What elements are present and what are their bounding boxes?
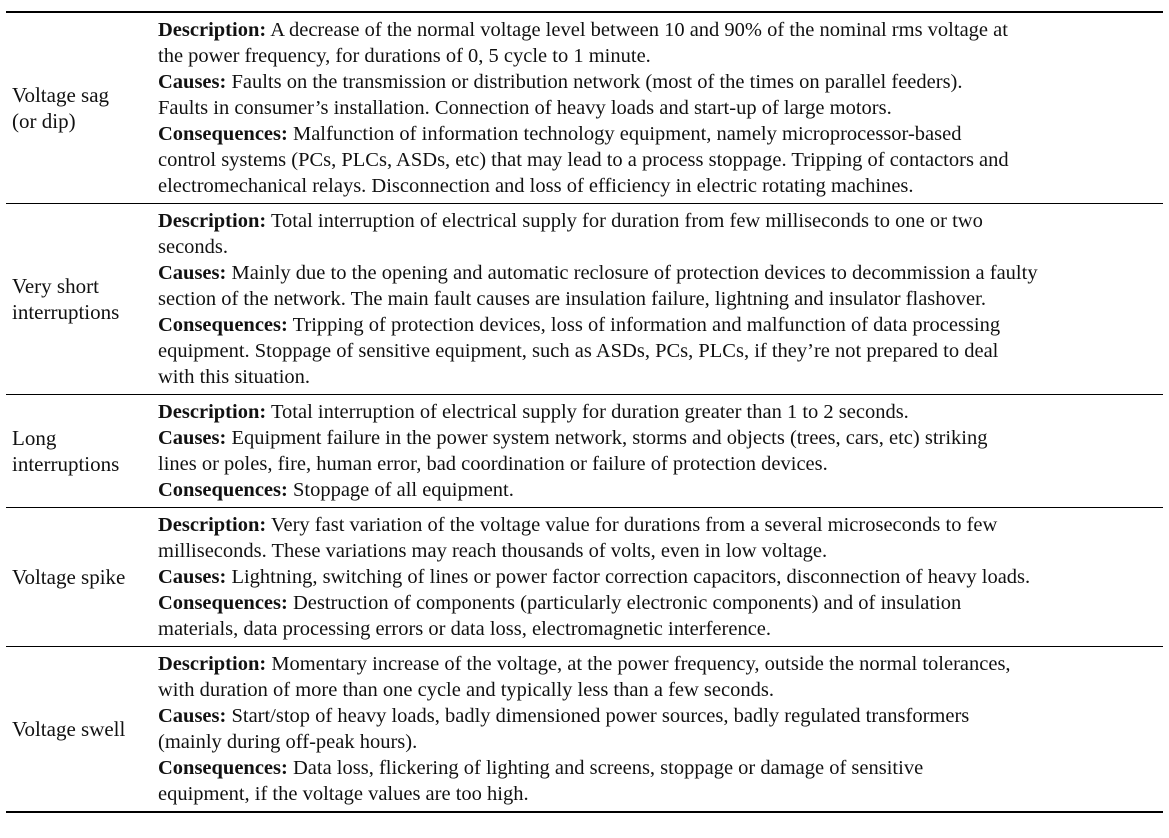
description-line	[158, 512, 1163, 538]
consequences-line: materials, data processing errors or data loss, electromagnetic interference.	[158, 618, 772, 640]
row-label-line: Long	[12, 426, 57, 450]
consequences-line: control systems (PCs, PLCs, ASDs, etc) that may lead to a process stoppage. Tripping of contactors and	[158, 149, 1009, 171]
consequences-line	[158, 477, 1163, 503]
description-line	[158, 17, 1163, 43]
row-content	[158, 13, 1163, 204]
consequences-heading: Consequences:	[158, 123, 288, 145]
description-line: with duration of more than one cycle and typically less than a few seconds.	[158, 679, 774, 701]
description-line: the power frequency, for durations of 0, 5 cycle to 1 minute.	[158, 45, 651, 67]
description-line	[158, 651, 1163, 677]
causes-heading: Causes:	[158, 427, 227, 449]
causes-line: lines or poles, fire, human error, bad coordination or failure of protection devices.	[158, 453, 828, 475]
row-content	[158, 647, 1163, 812]
description-heading: Description:	[158, 210, 267, 232]
consequences-line: equipment. Stoppage of sensitive equipment, such as ASDs, PCs, PLCs, if they’re not prepared to deal	[158, 340, 999, 362]
description-text: Total interruption of electrical supply for duration greater than 1 to 2 seconds.	[270, 401, 909, 423]
causes-line	[158, 260, 1163, 286]
consequences-text: Tripping of protection devices, loss of information and malfunction of data processing	[292, 314, 1001, 336]
description-heading: Description:	[158, 401, 267, 423]
table-bottom-rule	[6, 811, 1163, 813]
table-row-long-interruptions	[6, 395, 1163, 508]
row-label-line: interruptions	[12, 300, 120, 324]
causes-text: Mainly due to the opening and automatic reclosure of protection devices to decommission a faulty	[231, 262, 1038, 284]
causes-heading: Causes:	[158, 262, 227, 284]
description-text: A decrease of the normal voltage level between 10 and 90% of the nominal rms voltage at	[270, 19, 1008, 41]
row-label	[6, 508, 158, 647]
causes-heading: Causes:	[158, 705, 227, 727]
table-row-voltage-swell	[6, 647, 1163, 812]
row-label	[6, 647, 158, 812]
row-label	[6, 204, 158, 395]
consequences-heading: Consequences:	[158, 592, 288, 614]
causes-text: Lightning, switching of lines or power factor correction capacitors, disconnection of heavy loads.	[231, 566, 1031, 588]
consequences-heading: Consequences:	[158, 757, 288, 779]
row-label	[6, 13, 158, 204]
row-label-line: Voltage swell	[12, 717, 126, 741]
consequences-text: Stoppage of all equipment.	[292, 479, 514, 501]
consequences-text: Malfunction of information technology equipment, namely microprocessor-based	[292, 123, 962, 145]
consequences-heading: Consequences:	[158, 479, 288, 501]
description-line	[158, 399, 1163, 425]
consequences-line: with this situation.	[158, 366, 311, 388]
consequences-text: Data loss, flickering of lighting and screens, stoppage or damage of sensitive	[292, 757, 924, 779]
power-quality-table	[6, 11, 1163, 813]
causes-line: Faults in consumer’s installation. Connection of heavy loads and start-up of large motors.	[158, 97, 892, 119]
causes-line	[158, 703, 1163, 729]
consequences-line: electromechanical relays. Disconnection and loss of efficiency in electric rotating machines.	[158, 175, 914, 197]
causes-heading: Causes:	[158, 566, 227, 588]
table-row-voltage-spike	[6, 508, 1163, 647]
description-text: Total interruption of electrical supply for duration from few milliseconds to one or two	[270, 210, 983, 232]
causes-line: section of the network. The main fault causes are insulation failure, lightning and insulator flashover.	[158, 288, 986, 310]
causes-line	[158, 69, 1163, 95]
row-content	[158, 395, 1163, 508]
consequences-text: Destruction of components (particularly electronic components) and of insulation	[292, 592, 962, 614]
consequences-line: equipment, if the voltage values are too high.	[158, 783, 529, 805]
consequences-line	[158, 121, 1163, 147]
description-heading: Description:	[158, 19, 267, 41]
description-line: seconds.	[158, 236, 229, 258]
row-label-line: Voltage sag	[12, 83, 110, 107]
row-label-line: Very short	[12, 274, 99, 298]
causes-line	[158, 425, 1163, 451]
row-content	[158, 204, 1163, 395]
causes-text: Equipment failure in the power system network, storms and objects (trees, cars, etc) striking	[231, 427, 988, 449]
description-heading: Description:	[158, 514, 267, 536]
consequences-line	[158, 312, 1163, 338]
description-heading: Description:	[158, 653, 267, 675]
consequences-line	[158, 755, 1163, 781]
row-label-line: (or dip)	[12, 109, 76, 133]
row-label	[6, 395, 158, 508]
description-text: Very fast variation of the voltage value for durations from a several microseconds to few	[270, 514, 998, 536]
description-line	[158, 208, 1163, 234]
table-row-voltage-sag	[6, 13, 1163, 204]
causes-line	[158, 564, 1163, 590]
description-text: Momentary increase of the voltage, at the power frequency, outside the normal tolerances,	[271, 653, 1011, 675]
consequences-heading: Consequences:	[158, 314, 288, 336]
description-line: milliseconds. These variations may reach thousands of volts, even in low voltage.	[158, 540, 828, 562]
causes-text: Start/stop of heavy loads, badly dimensioned power sources, badly regulated transformers	[231, 705, 970, 727]
table-body	[6, 13, 1163, 811]
row-label-line: interruptions	[12, 452, 120, 476]
causes-heading: Causes:	[158, 71, 227, 93]
row-content	[158, 508, 1163, 647]
causes-line: (mainly during off-peak hours).	[158, 731, 418, 753]
row-label-line: Voltage spike	[12, 565, 126, 589]
disturbance-table	[6, 13, 1163, 811]
consequences-line	[158, 590, 1163, 616]
table-row-very-short-interruptions	[6, 204, 1163, 395]
causes-text: Faults on the transmission or distribution network (most of the times on parallel feeders).	[231, 71, 963, 93]
